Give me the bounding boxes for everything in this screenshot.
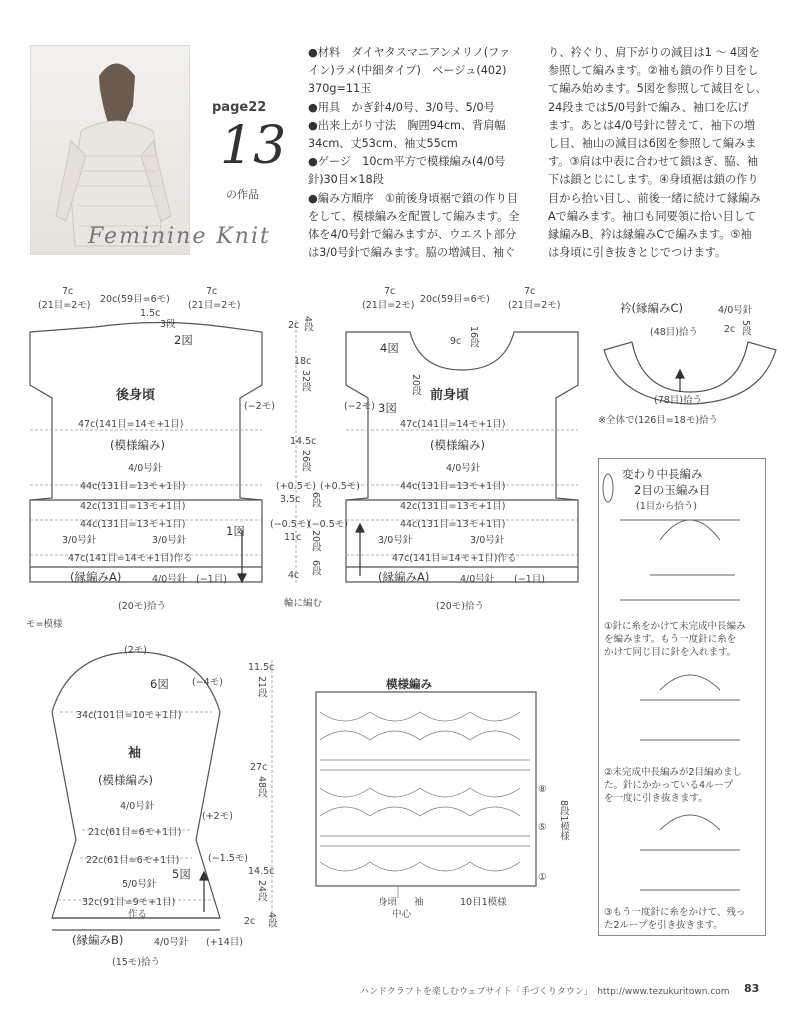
sleeve-needle2: 5/0号針 [122, 879, 157, 890]
collar-rows: 5段 [740, 320, 751, 336]
front-top-left-stitches: (21目=2モ) [362, 300, 415, 311]
sleeve-edge: (縁編みB) [72, 933, 124, 947]
sleeve-row21: 21c(61目=6モ+1目) [88, 827, 182, 838]
front-neck-rows: 16段 [468, 326, 479, 348]
sleeve-row22: 22c(61目=6モ+1目) [86, 855, 180, 866]
sleeve-row34: 34c(101目=10モ+1目) [76, 710, 182, 721]
plus05-right: (+0.5モ) [320, 481, 360, 492]
back-title: 後身頃 [116, 388, 156, 403]
front-needle2b: 3/0号針 [470, 535, 505, 546]
rows-4: 4段 [302, 316, 313, 332]
sleeve-h2: 2c [244, 916, 256, 927]
front-neck-depth: 9c [450, 336, 462, 347]
front-top-right-stitches: (21目=2モ) [508, 300, 561, 311]
sleeve-h14.5: 14.5c [248, 866, 275, 877]
sleeve-top: (2モ) [124, 645, 147, 656]
front-minus2: (−2モ) [344, 401, 375, 412]
front-needle2: 3/0号針 [378, 535, 413, 546]
front-top-left-width: 7c [384, 286, 396, 297]
stitch-step3: ③もう一度針に糸をかけて、残っ た2ループを引き抜きます。 [604, 907, 746, 931]
stitch-note-box [598, 458, 766, 936]
work-number: 13 [220, 116, 287, 176]
back-row44a: 44c(131目=13モ+1目) [80, 481, 186, 492]
height-4c: 4c [288, 570, 300, 581]
height-2c: 2c [288, 320, 300, 331]
collar-title: 衿(縁編みC) [620, 301, 684, 315]
back-neck-depth: 1.5c [140, 308, 161, 319]
rows-20: 20段 [310, 530, 321, 552]
height-3.5c: 3.5c [280, 494, 301, 505]
collar-note: ※全体で(126目=18モ)拾う [598, 415, 719, 426]
back-row47: 47c(141目=14モ+1目) [78, 419, 184, 430]
minus05-left: (−0.5モ) [270, 519, 310, 530]
collar-48: (48目)拾う [650, 327, 699, 338]
work-label: の作品 [226, 188, 259, 201]
back-minus2: (−2モ) [244, 401, 275, 412]
sleeve-h11.5: 11.5c [248, 662, 275, 673]
rows-32: 32段 [300, 370, 311, 392]
stitch-title1: 変わり中長編み [622, 467, 703, 481]
back-needle2b: 3/0号針 [152, 535, 187, 546]
chart-sleeve: 袖 [414, 897, 424, 908]
sleeve-needle1: 4/0号針 [120, 801, 155, 812]
front-minus1: (−1目) [514, 574, 545, 585]
back-top-right-width: 7c [206, 286, 218, 297]
sleeve-minus4: (−4モ) [192, 677, 223, 688]
height-14.5c: 14.5c [290, 436, 317, 447]
sleeve-plus2: (+2モ) [202, 811, 233, 822]
collar-2c: 2c [724, 324, 736, 335]
front-row44b: 44c(131目=13モ+1目) [400, 519, 506, 530]
page-number: 83 [744, 982, 760, 995]
front-edge: (縁編みA) [378, 570, 430, 584]
sleeve-pick: (15モ)拾う [112, 957, 161, 968]
sleeve-r24: 24段 [256, 880, 267, 902]
back-top-mid: 20c(59目=6モ) [100, 294, 170, 305]
back-row42: 42c(131目=13モ+1目) [80, 501, 186, 512]
back-edge: (縁編みA) [70, 570, 122, 584]
mo-note: モ=模様 [26, 619, 63, 630]
plus05-left: (+0.5モ) [276, 481, 316, 492]
front-row42: 42c(131目=13モ+1目) [400, 501, 506, 512]
front-row47b: 47c(141目=14モ+1目)作る [392, 553, 517, 564]
page-reference: page22 [212, 100, 267, 115]
front-fig4: 4図 [380, 341, 399, 355]
collar-78: (78目)拾う [654, 395, 703, 406]
back-minus1: (−1目) [196, 574, 227, 585]
back-pattern: (模様編み) [110, 438, 165, 452]
back-row44b: 44c(131目=13モ+1目) [80, 519, 186, 530]
sleeve-fig5: 5図 [172, 867, 191, 881]
front-row47: 47c(141目=14モ+1目) [400, 419, 506, 430]
minus05-right: (−0.5モ) [308, 519, 348, 530]
back-needle1: 4/0号針 [128, 463, 163, 474]
sleeve-h27: 27c [250, 762, 268, 773]
chart-body: 身頃 [378, 897, 398, 908]
chart-center: 中心 [392, 909, 412, 920]
footer-text: ハンドクラフトを楽しむウェブサイト「手づくりタウン」 http://www.tezukuritown.com [360, 987, 730, 997]
back-edge-needle: 4/0号針 [152, 574, 187, 585]
chart-row-repeat: 8段1模様 [558, 800, 569, 841]
chart-row-5: ⑤ [538, 822, 547, 833]
rows-6b: 6段 [310, 560, 321, 576]
back-fig1: 1図 [226, 524, 245, 538]
brand-logo: Feminine Knit [88, 224, 271, 249]
instructions-column-1: ●材料 ダイヤタスマニアンメリノ(ファ イン)ラメ(中細タイプ) ベージュ(402) 370g=11玉 ●用具 かぎ針4/0号、3/0号、5/0号 ●出来上がり寸法 胸囲94cm、背肩幅 34cm、丈53cm、袖丈55cm ●ゲージ 10cm平方で模様編み(4/0号 針)30目×18段 ●編み方順序 ①前後身頃裾で鎖の作り目 をして、模様編みを配置して編みます。全 体を4/0号針で編みますが、ウエスト部分 は3/0号針で編みます。脇の増減目、袖ぐ [308, 46, 520, 260]
sleeve-row32: 32c(91目=9モ+1目) [82, 897, 176, 908]
back-top-right-stitches: (21目=2モ) [188, 300, 241, 311]
sleeve-plus14: (+14目) [206, 937, 243, 948]
back-row47b: 47c(141目=14モ+1目)作る [68, 553, 193, 564]
stitch-step2: ②未完成中長編みが2目編めまし た。針にかかっている4ループ を一度に引き抜きます。 [604, 767, 743, 804]
front-wa: 輪に編む [284, 598, 323, 609]
front-needle1: 4/0号針 [446, 463, 481, 474]
stitch-step1: ①針に糸をかけて未完成中長編み を編みます。もう一度針に糸を かけて同じ目に針を入れます。 [604, 621, 746, 658]
chart-row-8: ⑧ [538, 784, 547, 795]
front-fig3: 3図 [378, 401, 397, 415]
front-top-mid: 20c(59目=6モ) [420, 294, 490, 305]
sleeve-fig6: 6図 [150, 677, 169, 691]
back-pick: (20モ)拾う [118, 601, 167, 612]
chart-repeat: 10目1模様 [460, 897, 507, 908]
back-fig2: 2図 [174, 333, 193, 347]
back-top-left-width: 7c [62, 286, 74, 297]
instructions-column-2: り、衿ぐり、肩下がりの減目は1 ～ 4図を 参照して編みます。②袖も鎖の作り目をし て編み始めます。5図を参照して減目をし、 24段までは5/0号針で編み、袖口を広げ ます。あとは4/0号針に替えて、袖下の増 し目、袖山の減目は6図を参照して編みま す。③肩は中表に合わせて鎖はぎ、脇、袖 下は鎖とじにします。④身頃裾は鎖の作り 目から拾い目し、前後一緒に続けて縁編み Aで編みます。袖口も同要領に拾い目して 縁編みB、衿は縁編みCで編みます。⑤袖 は身頃に引き抜きとじでつけます。 [548, 46, 767, 260]
front-armhole-rows: 20段 [410, 374, 421, 396]
sleeve-make: 作る [128, 909, 148, 920]
front-title: 前身頃 [430, 388, 470, 403]
front-row44a: 44c(131目=13モ+1目) [400, 481, 506, 492]
back-top-left-stitches: (21目=2モ) [38, 300, 91, 311]
sleeve-r21: 21段 [256, 676, 267, 698]
sleeve-pattern: (模様編み) [98, 773, 153, 787]
back-needle2: 3/0号針 [62, 535, 97, 546]
front-edge-needle: 4/0号針 [460, 574, 495, 585]
stitch-sub: (1目から拾う) [636, 501, 697, 512]
sleeve-minus15: (−1.5モ) [208, 853, 248, 864]
sleeve-title: 袖 [128, 746, 142, 761]
chart-title: 模様編み [386, 677, 432, 691]
sleeve-r48: 48段 [256, 776, 267, 798]
collar-needle: 4/0号針 [718, 305, 753, 316]
front-pattern: (模様編み) [430, 438, 485, 452]
chart-row-1: ① [538, 872, 547, 883]
rows-26: 26段 [300, 450, 311, 472]
front-top-right-width: 7c [524, 286, 536, 297]
height-18c: 18c [294, 356, 312, 367]
back-neck-rows: 3段 [160, 319, 176, 330]
rows-6: 6段 [310, 492, 321, 508]
front-pick: (20モ)拾う [436, 601, 485, 612]
stitch-title2: 2目の玉編み目 [634, 483, 711, 497]
sleeve-r4: 4段 [266, 912, 277, 928]
height-11c: 11c [284, 532, 302, 543]
sleeve-edge-needle: 4/0号針 [154, 937, 189, 948]
